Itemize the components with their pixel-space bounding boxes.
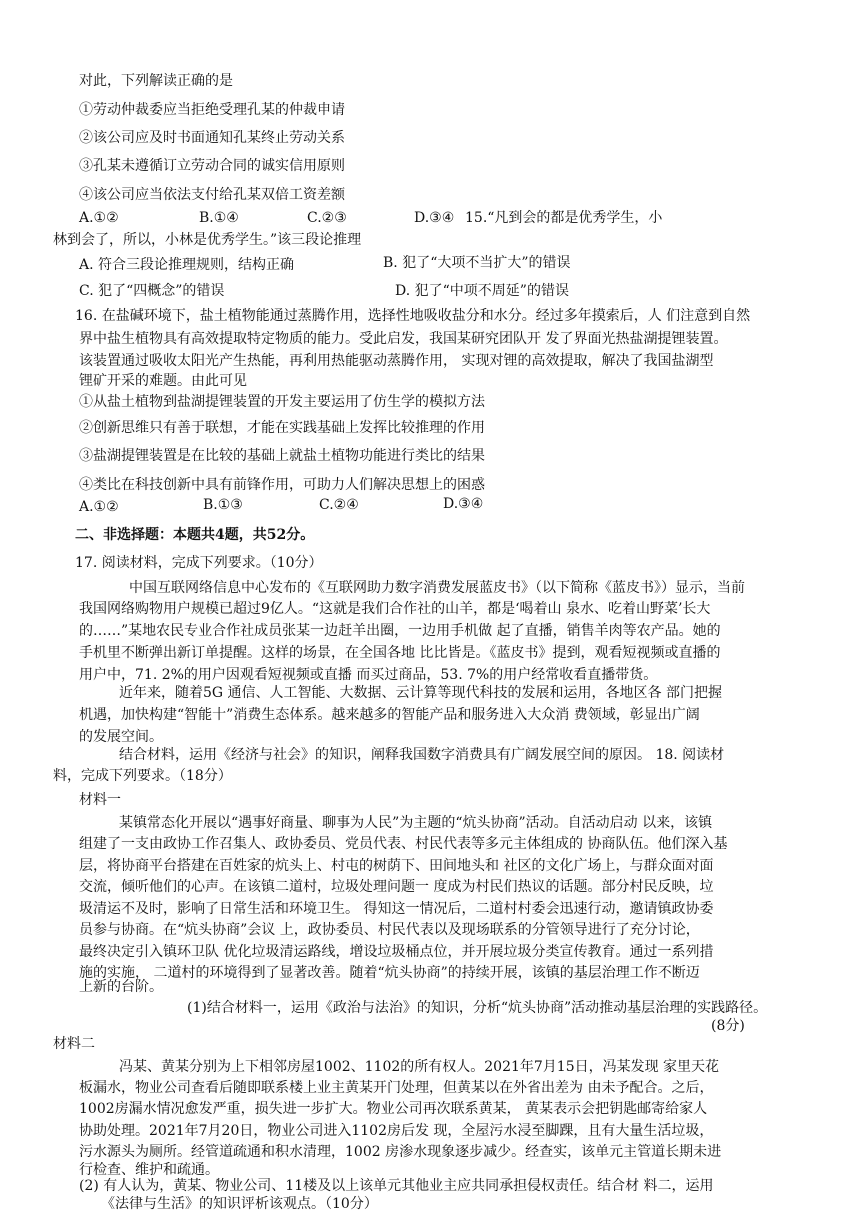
q14-item-3: ③孔某未遵循订立劳动合同的诚实信用原则 (79, 158, 345, 174)
q18-material2-label: 材料二 (53, 1036, 95, 1052)
q14-option-c: C.②③ (307, 210, 347, 226)
q18-m1-line-8: 施的实施， 二道村的环境得到了显著改善。随着“炕头协商”的持续开展，该镇的基层治理工作不断迈 (79, 965, 700, 981)
q18-m2-line-1: 冯某、黄某分别为上下相邻房屋1002、1102的所有权人。2021年7月15日，冯某发现 家里天花 (119, 1059, 720, 1075)
q16-stem-line-3: 该装置通过吸收太阳光产生热能，再利用热能驱动蒸腾作用， 实现对锂的高效提取，解决了我国盐湖型 (79, 353, 714, 369)
q14-stem: 对此，下列解读正确的是 (79, 73, 233, 89)
q18-material1-label: 材料一 (79, 792, 121, 808)
q15-option-d: D. 犯了“中项不周延”的错误 (395, 283, 569, 299)
q17-para-line-6: 近年来，随着5G 通信、人工智能、大数据、云计算等现代科技的发展和运用，各地区各 部门把握 (119, 685, 722, 701)
q18-m1-line-9-visible: 上新的台阶。 (79, 979, 163, 995)
q17-para-line-2: 我国网络购物用户规模已超过9亿人。“这就是我们合作社的山羊，都是‘喝着山 泉水、吃着山野菜’长大 (79, 601, 711, 617)
q18-m1-line-7: 最终决定引入镇环卫队 优化垃圾清运路线，增设垃圾桶点位，并开展垃圾分类宣传教育。通过一系列措 (79, 944, 714, 960)
q17-para-line-8: 的发展空间。 (79, 729, 163, 745)
q17-para-line-7: 机遇，加快构建“智能十”消费生态体系。越来越多的智能产品和服务进入大众消 费领域，彰显出广阔 (79, 707, 700, 723)
q17-para-line-5: 用户中，71. 2%的用户因观看短视频或直播 而买过商品，53. 7%的用户经常收看直播带货。 (79, 667, 658, 683)
q17-para-line-1: 中国互联网络信息中心发布的《互联网助力数字消费发展蓝皮书》（以下简称《蓝皮书》）显示，当前 (129, 580, 745, 596)
q14-item-4: ④该公司应当依法支付给孔某双倍工资差额 (79, 187, 345, 203)
q18-task-1-score: (8分) (711, 1018, 745, 1034)
q18-m1-line-3: 层，将协商平台搭建在百姓家的炕头上、村屯的树荫下、田间地头和 社区的文化广场上，与群众面对面 (79, 858, 714, 874)
q16-stem-line-2: 界中盐生植物具有高效提取特定物质的能力。受此启发，我国某研究团队开 发了界面光热盐湖提锂装置。 (79, 331, 728, 347)
q17-title: 17. 阅读材料，完成下列要求。（10分） (75, 555, 323, 571)
q18-m2-line-2: 板漏水，物业公司查看后随即联系楼上业主黄某开门处理，但黄某以在外省出差为 由未予配合。之后， (79, 1080, 714, 1096)
q14-option-a: A.①② (79, 210, 119, 226)
q18-task-2-line-2: 《法律与生活》的知识评析该观点。（10分） (101, 1196, 378, 1212)
q16-option-a: A.①② (79, 499, 119, 515)
q17-para-line-4: 手机里不断弹出新订单提醒。这样的场景，在全国各地 比比皆是。《蓝皮书》提到，观看短视频或直播的 (79, 645, 721, 661)
q18-m1-line-1: 某镇常态化开展以“遇事好商量、聊事为人民”为主题的“炕头协商”活动。自活动启动 以来，该镇 (119, 815, 713, 831)
q15-stem-part2: 林到会了，所以，小林是优秀学生。”该三段论推理 (53, 232, 362, 248)
q17-task: 结合材料，运用《经济与社会》的知识，阐释我国数字消费具有广阔发展空间的原因。 18. 阅读材 (119, 747, 725, 763)
q18-m1-line-6: 员参与协商。在“炕头协商”会议 上，政协委员、村民代表以及现场联系的分管领导进行了充分讨论， (79, 922, 700, 938)
q15-option-c: C. 犯了“四概念”的错误 (79, 283, 225, 299)
q18-task-2-line-1: (2) 有人认为，黄某、物业公司、11楼及以上该单元其他业主应共同承担侵权责任。结合材 料二，运用 (79, 1178, 714, 1194)
q16-stem-line-4: 锂矿开采的难题。由此可见 (79, 373, 247, 389)
q16-item-2: ②创新思维只有善于联想，才能在实践基础上发挥比较推理的作用 (79, 420, 485, 436)
q18-m1-line-2: 组建了一支由政协工作召集人、政协委员、党员代表、村民代表等多元主体组成的 协商队伍。他们深入基 (79, 836, 728, 852)
q14-option-d: D.③④ (414, 210, 455, 226)
q18-m1-line-4: 交流，倾听他们的心声。在该镇二道村，垃圾处理问题一 度成为村民们热议的话题。部分村民反映，垃 (79, 879, 714, 895)
q14-option-b: B.①④ (199, 210, 239, 226)
q16-option-d: D.③④ (443, 496, 484, 512)
q16-stem-line-1: 16. 在盐碱环境下，盐土植物能通过蒸腾作用，选择性地吸收盐分和水分。经过多年摸索后，人 们注意到自然 (75, 308, 751, 324)
q18-m2-line-5: 污水源头为厕所。经管道疏通和积水清理，1002 房渗水现象逐步减少。经查实，该单元主管道长期未进 (79, 1144, 722, 1160)
q14-item-2: ②该公司应及时书面通知孔某终止劳动关系 (79, 130, 345, 146)
q15-option-a: A. 符合三段论推理规则，结构正确 (79, 257, 295, 273)
q16-option-c: C.②④ (319, 497, 359, 513)
q18-m2-line-3: 1002房漏水情况愈发严重，损失进一步扩大。物业公司再次联系黄某， 黄某表示会把钥匙邮寄给家人 (79, 1101, 708, 1117)
q18-m1-line-5: 圾清运不及时，影响了日常生活和环境卫生。 得知这一情况后，二道村村委会迅速行动，邀请镇政协委 (79, 901, 714, 917)
q15-option-b: B. 犯了“大项不当扩大”的错误 (383, 255, 571, 271)
q14-item-1: ①劳动仲裁委应当拒绝受理孔某的仲裁申请 (79, 102, 345, 118)
q16-item-3: ③盐湖提锂装置是在比较的基础上就盐土植物功能进行类比的结果 (79, 448, 485, 464)
q18-title: 料，完成下列要求。（18分） (53, 768, 232, 784)
q18-m2-line-6: 行检查、维护和疏通。 (79, 1162, 219, 1178)
section-2-title: 二、非选择题：本题共4题，共52分。 (75, 527, 315, 543)
q16-option-b: B.①③ (203, 497, 243, 513)
q15-stem-part1: 15.“凡到会的都是优秀学生，小 (465, 210, 663, 226)
q17-para-line-3: 的……”某地农民专业合作社成员张某一边赶羊出圈，一边用手机做 起了直播，销售羊肉等农产品。她的 (79, 623, 721, 639)
q16-item-4: ④类比在科技创新中具有前锋作用，可助力人们解决思想上的困惑 (79, 477, 485, 493)
q18-task-1: (1)结合材料一，运用《政治与法治》的知识，分析“炕头协商”活动推动基层治理的实践路径。 (187, 1000, 768, 1016)
q16-item-1: ①从盐土植物到盐湖提锂装置的开发主要运用了仿生学的模拟方法 (79, 394, 485, 410)
q18-m2-line-4: 协助处理。2021年7月20日，物业公司进入1102房后发 现，全屋污水浸至脚踝，且有大量生活垃圾， (79, 1123, 714, 1139)
